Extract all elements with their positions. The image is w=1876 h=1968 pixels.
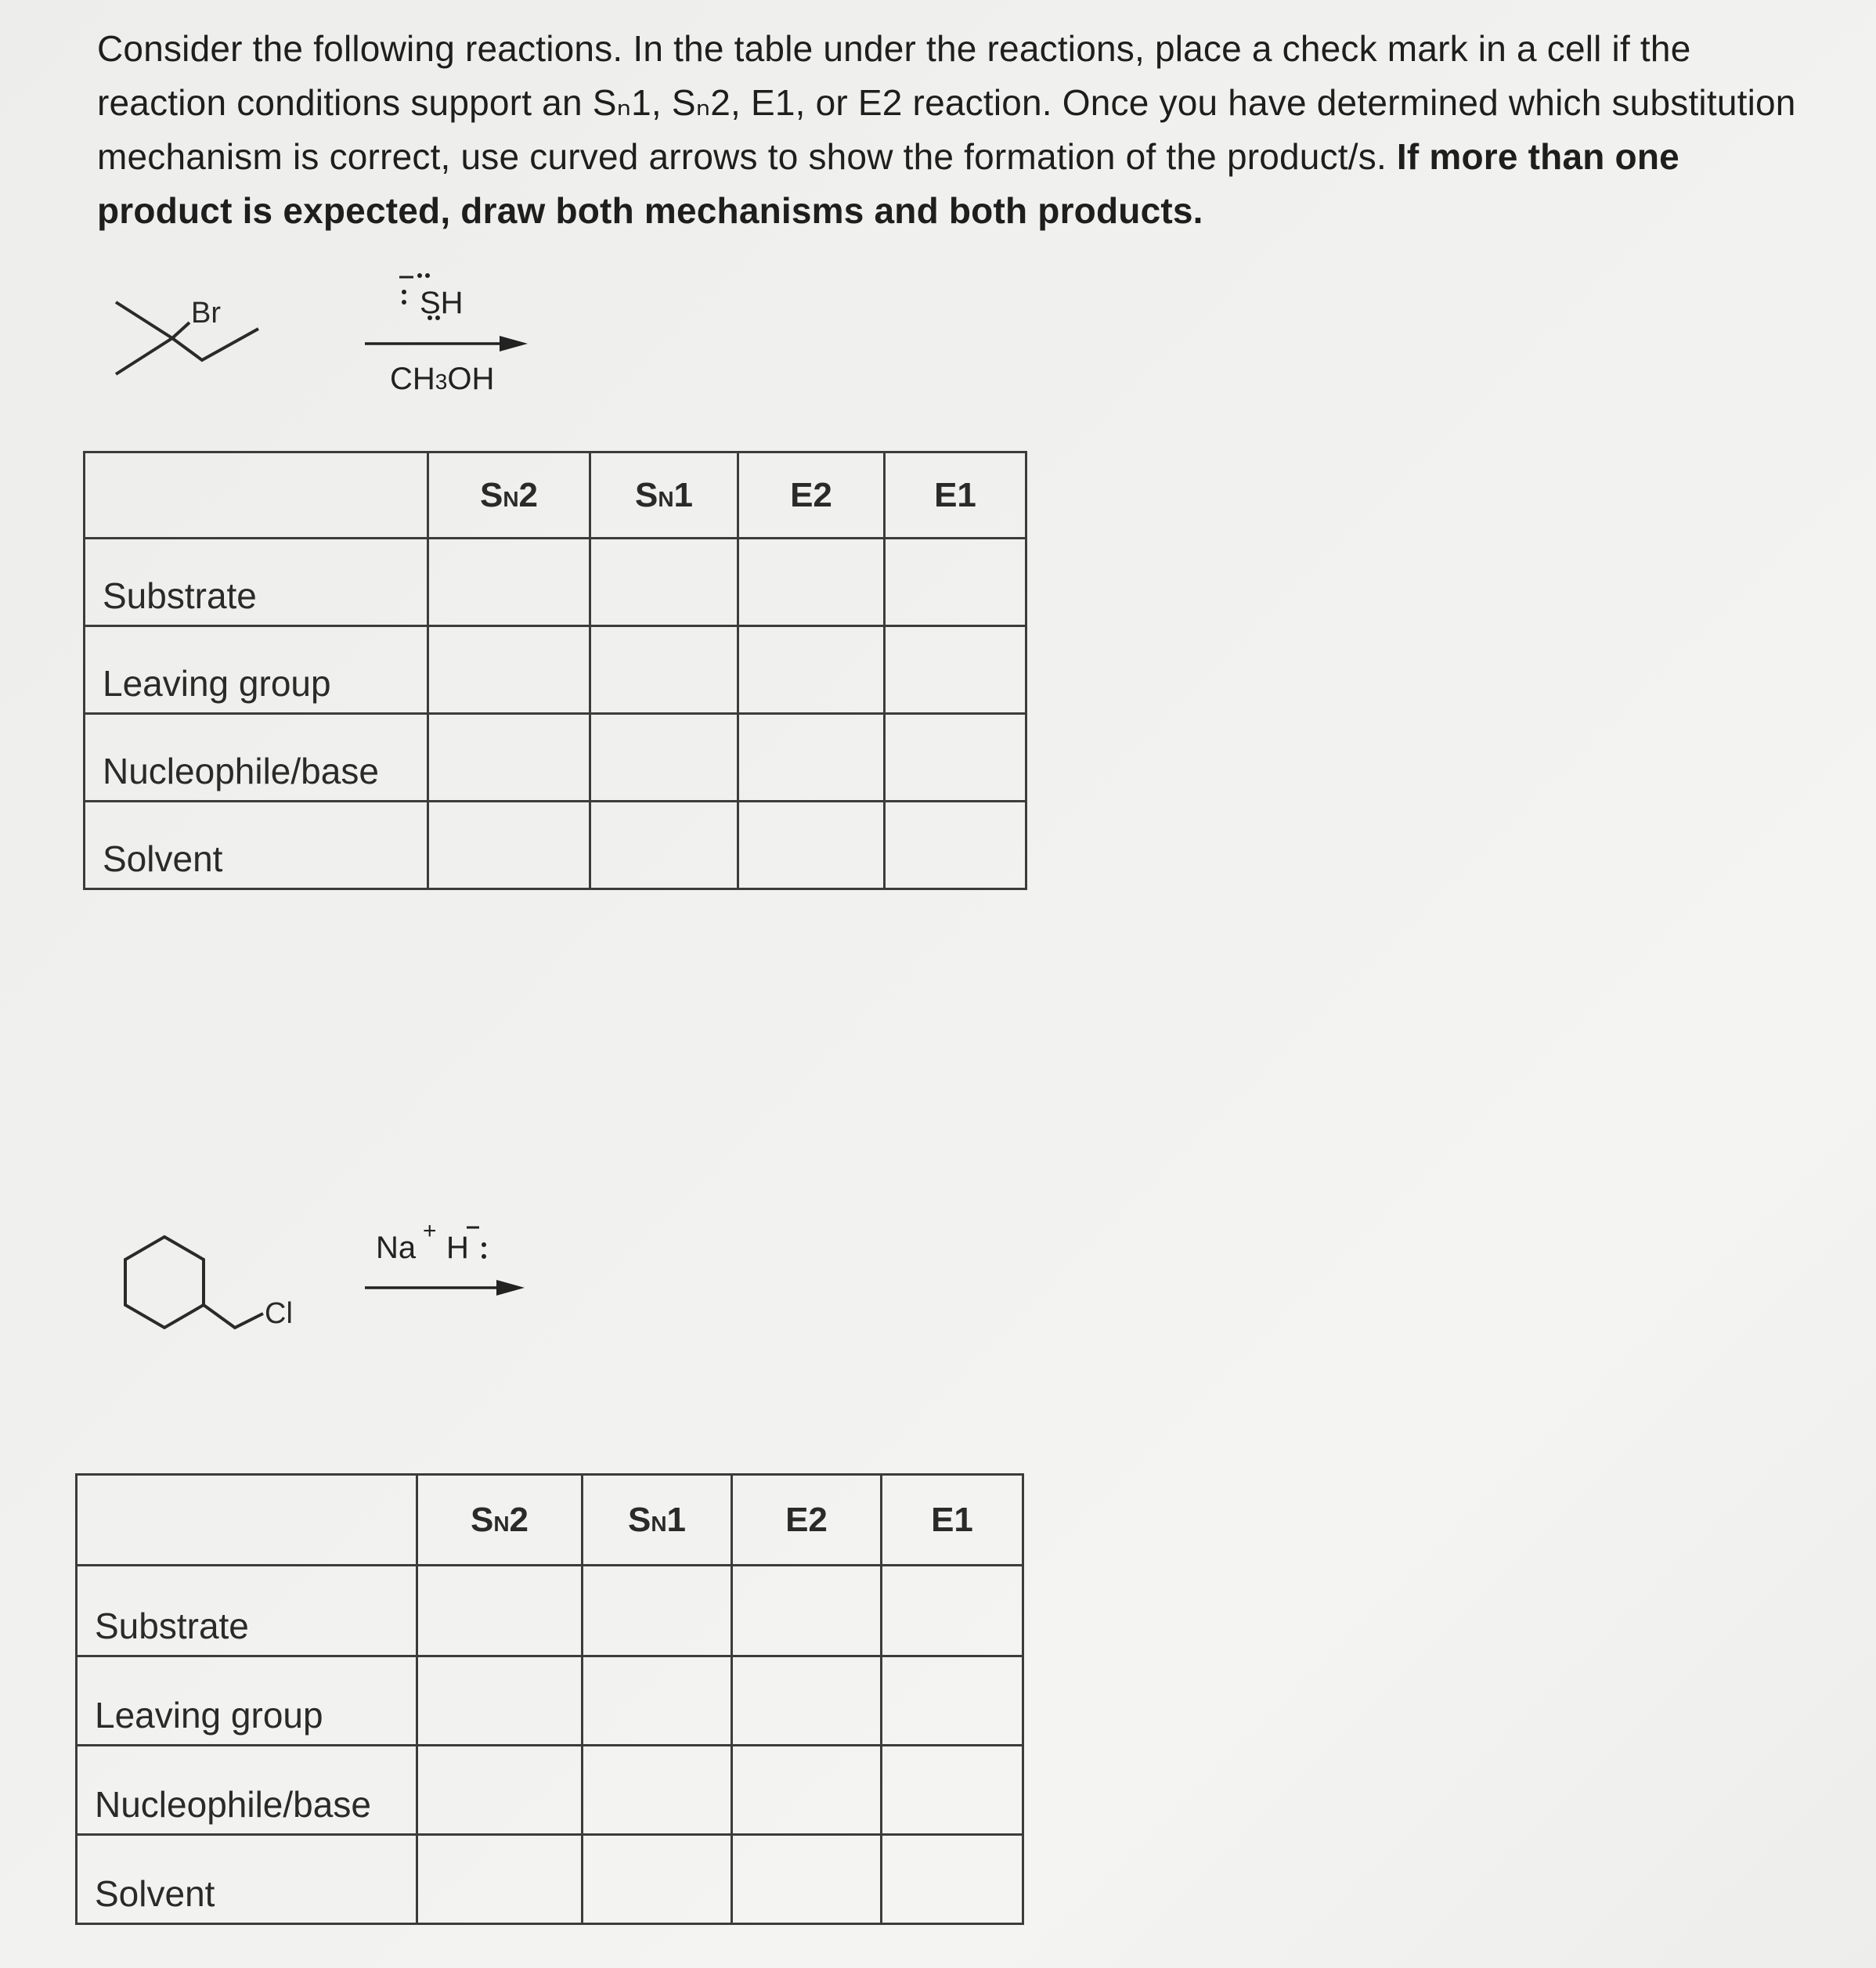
table1-cell[interactable] — [590, 626, 738, 714]
table2-cell[interactable] — [732, 1746, 882, 1835]
reaction2-table — [75, 1473, 1024, 1925]
reaction1-ch-label: CH — [390, 362, 435, 396]
reaction1-arrow — [362, 332, 534, 355]
reaction1-reagent-above — [396, 266, 490, 329]
table1-cell[interactable] — [738, 626, 885, 714]
table2-row-solvent: Solvent — [77, 1835, 417, 1924]
table1-row-solvent: Solvent — [85, 802, 428, 889]
table2-header-e2: E2 — [732, 1475, 882, 1566]
table1-cell[interactable] — [738, 714, 885, 802]
table1-header-sn2: SN2 — [428, 452, 590, 539]
table1-cell[interactable] — [885, 539, 1026, 626]
reaction1-br-label: Br — [191, 297, 221, 330]
table1-header-e2: E2 — [738, 452, 885, 539]
table2-cell[interactable] — [732, 1566, 882, 1656]
table2-cell[interactable] — [732, 1835, 882, 1924]
reaction2-substrate — [78, 1221, 313, 1362]
table2-cell[interactable] — [417, 1746, 583, 1835]
table2-cell[interactable] — [583, 1746, 732, 1835]
table2-corner — [77, 1475, 417, 1566]
table1-header-sn1: SN1 — [590, 452, 738, 539]
reaction2-cl-label: Cl — [265, 1297, 293, 1330]
reaction2-reagent — [376, 1218, 509, 1276]
table1-cell[interactable] — [428, 714, 590, 802]
table2-cell[interactable] — [882, 1835, 1023, 1924]
reaction2-arrow — [362, 1276, 534, 1299]
table1-cell[interactable] — [428, 539, 590, 626]
instructions-text: Consider the following reactions. In the table under the reactions, place a check mark in a cell if the reaction conditions support an Sₙ1, Sₙ2, E1, or E2 reaction. Once you have determined which substitution mechanism is correct, use curved arrows to show the formation of the product/s. — [97, 28, 1796, 177]
reaction1-oh-label: OH — [447, 362, 495, 396]
table1-header-e1: E1 — [885, 452, 1026, 539]
reaction1-reagent-below — [390, 362, 494, 397]
reaction1-subscript: 3 — [435, 369, 448, 394]
table2-cell[interactable] — [583, 1656, 732, 1746]
table1-cell[interactable] — [885, 626, 1026, 714]
table1-corner — [85, 452, 428, 539]
table2-cell[interactable] — [732, 1656, 882, 1746]
reaction2-h-label: H — [446, 1231, 469, 1265]
table1-cell[interactable] — [428, 626, 590, 714]
table2-row-substrate: Substrate — [77, 1566, 417, 1656]
table1-row-nucleophile-base: Nucleophile/base — [85, 714, 428, 802]
reaction1-substrate — [102, 282, 282, 391]
reaction1-sh-label: SH — [420, 286, 464, 320]
instructions — [97, 22, 1820, 238]
table1-cell[interactable] — [590, 539, 738, 626]
table1-cell[interactable] — [590, 802, 738, 889]
table2-cell[interactable] — [417, 1566, 583, 1656]
table2-header-e1: E1 — [882, 1475, 1023, 1566]
plus-charge-icon: + — [423, 1218, 437, 1244]
reaction2-na-label: Na — [376, 1231, 417, 1265]
table2-cell[interactable] — [583, 1566, 732, 1656]
reaction1-table — [83, 451, 1027, 890]
table2-header-sn1: SN1 — [583, 1475, 732, 1566]
table2-cell[interactable] — [583, 1835, 732, 1924]
table1-cell[interactable] — [428, 802, 590, 889]
table1-cell[interactable] — [590, 714, 738, 802]
table2-cell[interactable] — [417, 1835, 583, 1924]
table1-cell[interactable] — [738, 539, 885, 626]
instructions-bold-text: If more than one product is expected, draw both mechanisms and both products. — [97, 136, 1679, 231]
table1-row-leaving-group: Leaving group — [85, 626, 428, 714]
table2-row-nucleophile-base: Nucleophile/base — [77, 1746, 417, 1835]
table1-row-substrate: Substrate — [85, 539, 428, 626]
table2-cell[interactable] — [882, 1746, 1023, 1835]
table2-cell[interactable] — [882, 1656, 1023, 1746]
table2-row-leaving-group: Leaving group — [77, 1656, 417, 1746]
table1-cell[interactable] — [738, 802, 885, 889]
table1-cell[interactable] — [885, 714, 1026, 802]
table2-cell[interactable] — [882, 1566, 1023, 1656]
table2-cell[interactable] — [417, 1656, 583, 1746]
table2-header-sn2: SN2 — [417, 1475, 583, 1566]
table1-cell[interactable] — [885, 802, 1026, 889]
